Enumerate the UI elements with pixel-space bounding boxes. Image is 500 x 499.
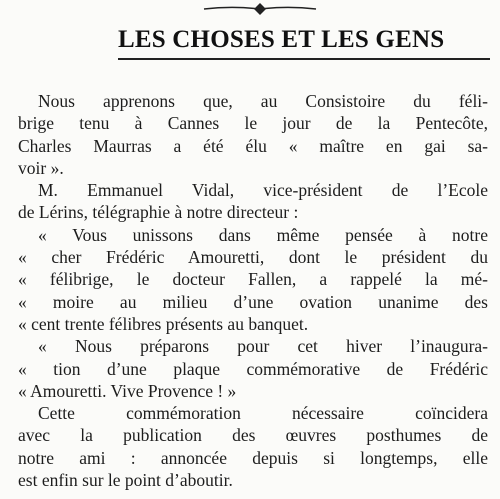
text-line: est enfin sur le point d’aboutir. <box>18 470 233 491</box>
column-heading: LES CHOSES ET LES GENS <box>118 26 445 53</box>
article-body <box>18 90 488 491</box>
text-line: voir ». <box>18 157 64 178</box>
text-line: « Vous unissons dans même pensée à notre <box>38 224 488 245</box>
text-line: M. Emmanuel Vidal, vice-président de l’Ecole <box>38 180 488 201</box>
text-line: brige tenu à Cannes le jour de la Pentecôte, <box>18 113 488 134</box>
text-line: « Nous préparons pour cet hiver l’inaugura- <box>38 336 488 357</box>
text-line: « félibrige, le docteur Fallen, a rappelé la mé- <box>18 269 488 290</box>
text-line: « Amouretti. Vive Provence ! » <box>18 380 237 401</box>
text-line: « cher Frédéric Amouretti, dont le président du <box>18 247 488 268</box>
heading-underline <box>118 58 490 60</box>
text-line: notre ami : annoncée depuis si longtemps, elle <box>18 447 488 468</box>
text-line: Cette commémoration nécessaire coïncidera <box>38 403 488 424</box>
text-line: Nous apprenons que, au Consistoire du féli- <box>38 91 488 111</box>
text-line: avec la publication des œuvres posthumes de <box>18 425 488 446</box>
text-line: « moire au milieu d’une ovation unanime des <box>18 291 488 312</box>
text-line: de Lérins, télégraphie à notre directeur : <box>18 202 299 223</box>
fleuron-ornament-icon <box>200 2 320 16</box>
text-line: « tion d’une plaque commémorative de Frédéric <box>18 358 488 379</box>
text-line: Charles Maurras a été élu « maître en gai sa- <box>18 135 488 156</box>
text-line: « cent trente félibres présents au banquet. <box>18 313 309 334</box>
